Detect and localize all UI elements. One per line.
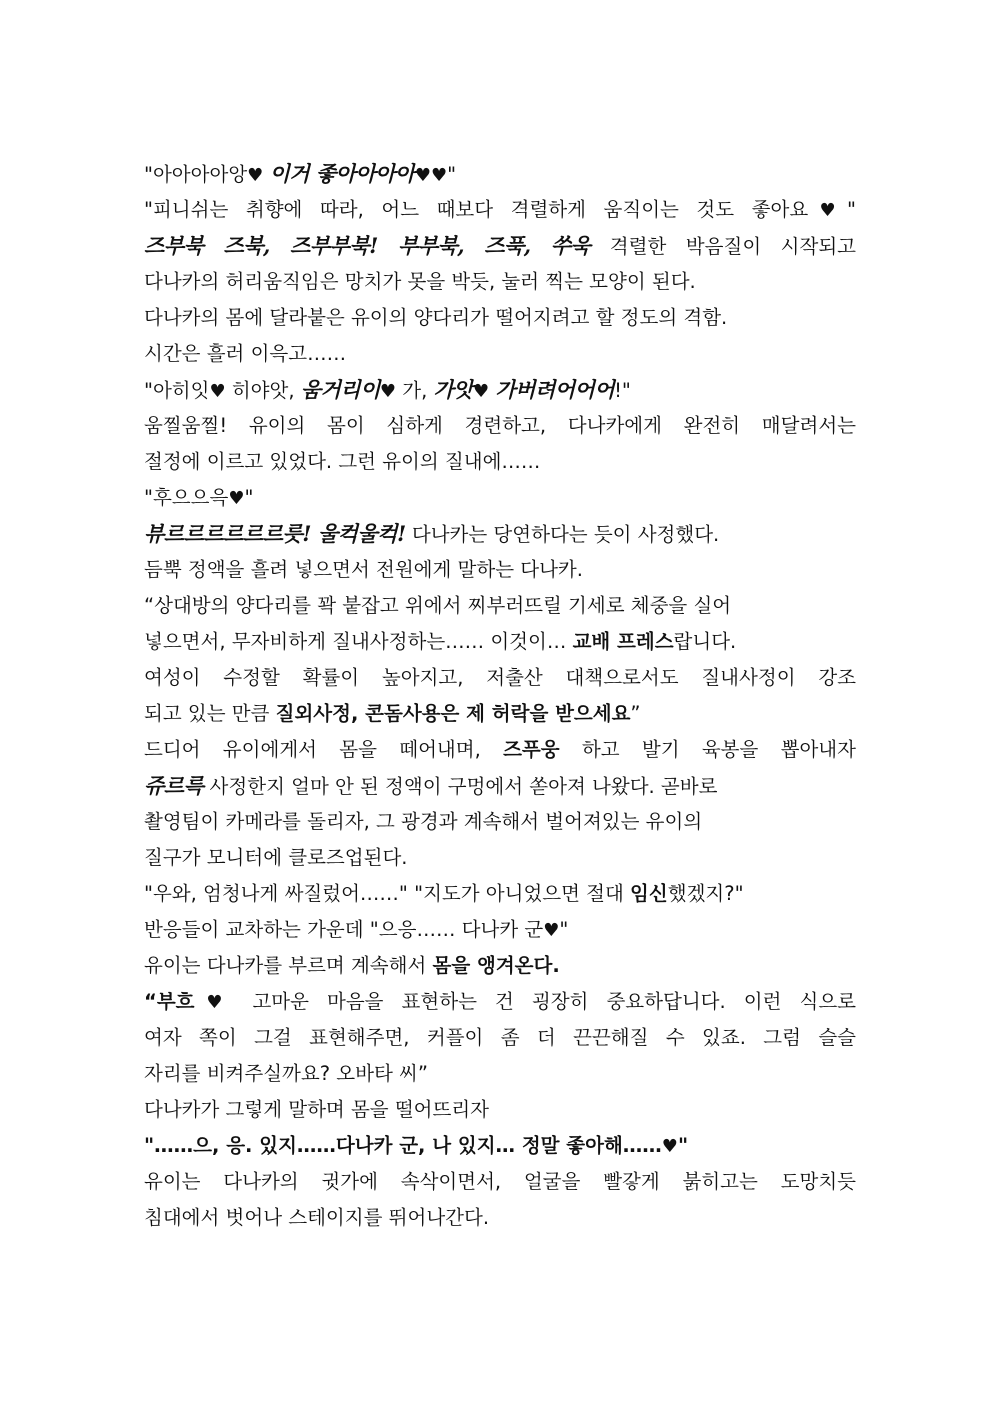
text-line — [144, 948, 856, 984]
text-span: 촬영팀이 카메라를 돌리자, 그 광경과 계속해서 벌어져있는 유이의 — [144, 810, 703, 833]
text-span: 듬뿍 정액을 흘려 넣으면서 전원에게 말하는 다나카. — [144, 558, 583, 581]
sound-effect-text: 쥬르륵 — [144, 773, 204, 798]
text-line — [144, 660, 856, 696]
text-span: 유이는 다나카의 귓가에 속삭이면서, 얼굴을 빨갛게 붉히고는 도망치듯 — [144, 1170, 856, 1193]
text-line — [144, 156, 856, 192]
emphasis-text: 몸을 앵겨온다. — [432, 954, 560, 977]
text-span: “상대방의 양다리를 꽉 붙잡고 위에서 찌부러뜨릴 기세로 체중을 실어 — [144, 594, 732, 617]
text-span: 드디어 유이에게서 몸을 떼어내며, — [144, 738, 504, 761]
text-line — [144, 408, 856, 444]
text-span: 유이는 다나카를 부르며 계속해서 — [144, 954, 433, 977]
text-line — [144, 372, 856, 408]
text-span: "후으으윽 — [144, 486, 229, 509]
text-line — [144, 840, 856, 876]
text-line — [144, 1200, 856, 1236]
text-line — [144, 1128, 856, 1164]
text-span: 여성이 수정할 확률이 높아지고, 저출산 대책으로서도 질내사정이 강조 — [144, 666, 856, 689]
text-span: ” — [630, 702, 641, 725]
heart-icon: ♥ — [247, 165, 264, 186]
text-line — [144, 804, 856, 840]
text-line — [144, 696, 856, 732]
text-line — [144, 984, 856, 1020]
emphasis-text: " — [677, 1134, 689, 1157]
text-line — [144, 876, 856, 912]
text-span: 랍니다. — [673, 630, 737, 653]
text-span: 질구가 모니터에 클로즈업된다. — [144, 846, 408, 869]
text-span: 움찔움찔! 유이의 몸이 심하게 경련하고, 다나카에게 완전히 매달려서는 — [144, 414, 856, 437]
text-line — [144, 552, 856, 588]
text-line — [144, 1092, 856, 1128]
emphasis-text: 질외사정, 콘돔사용은 제 허락을 받으세요 — [275, 702, 631, 725]
text-span: 다나카의 몸에 달라붙은 유이의 양다리가 떨어지려고 할 정도의 격함. — [144, 306, 728, 329]
heart-icon: ♥ — [808, 200, 848, 221]
heart-icon: ♥ — [379, 381, 397, 402]
text-line — [144, 516, 856, 552]
text-line — [144, 336, 856, 372]
text-span: 하고 발기 육봉을 뽑아내자 — [559, 738, 856, 761]
text-span: 히야앗, — [225, 379, 301, 402]
text-span: 시간은 흘러 이윽고…… — [144, 342, 347, 365]
text-span: 자리를 비켜주실까요? 오바타 씨” — [144, 1062, 428, 1085]
text-line — [144, 480, 856, 516]
heart-icon: ♥ — [543, 920, 560, 941]
text-span: 격렬한 박음질이 시작되고 — [590, 235, 857, 258]
text-line — [144, 444, 856, 480]
text-span: 사정한지 얼마 안 된 정액이 구멍에서 쏟아져 나왔다. 곧바로 — [203, 775, 718, 798]
text-line — [144, 1020, 856, 1056]
text-span: " — [847, 198, 856, 221]
heart-icon: ♥ — [209, 381, 226, 402]
text-span: 절정에 이르고 있었다. 그런 유이의 질내에…… — [144, 450, 541, 473]
sound-effect-text: 움거리이 — [300, 377, 380, 402]
text-span: 침대에서 벗어나 스테이지를 뛰어나간다. — [144, 1206, 490, 1229]
text-line — [144, 1164, 856, 1200]
text-line — [144, 912, 856, 948]
text-line — [144, 768, 856, 804]
text-line — [144, 228, 856, 264]
emphasis-text: “부흐 — [144, 990, 195, 1013]
sound-effect-text: 가앗 — [433, 377, 474, 402]
text-span: " — [447, 163, 457, 186]
text-span: 다나카가 그렇게 말하며 몸을 떨어뜨리자 — [144, 1098, 490, 1121]
text-span: "아히잇 — [144, 379, 210, 402]
text-line — [144, 264, 856, 300]
text-span: "피니쉬는 취향에 따라, 어느 때보다 격렬하게 움직이는 것도 좋아요 — [144, 198, 809, 221]
sound-effect-text: 이거 좋아아아아 — [269, 161, 415, 186]
sound-effect-text: 뷰르르르르르르릇! 울컥울컥! — [144, 521, 406, 546]
text-span: "아아아아앙 — [144, 163, 248, 186]
sound-effect-text: 가버려어어어 — [495, 377, 615, 402]
heart-icon: ♥ — [473, 381, 490, 402]
text-span: 다나카의 허리움직임은 망치가 못을 박듯, 눌러 찍는 모양이 된다. — [144, 270, 696, 293]
emphasis-text: 즈푸웅 — [503, 738, 560, 761]
emphasis-text: 임신 — [630, 882, 668, 905]
heart-icon: ♥ — [661, 1136, 678, 1157]
text-span: 되고 있는 만큼 — [144, 702, 276, 725]
text-span: 넣으면서, 무자비하게 질내사정하는…… 이것이… — [144, 630, 573, 653]
text-span: 가, — [396, 379, 434, 402]
heart-icon: ♥♥ — [414, 165, 448, 186]
text-line — [144, 588, 856, 624]
text-line — [144, 732, 856, 768]
body-text — [144, 156, 856, 1236]
emphasis-text: 교배 프레스 — [572, 630, 674, 653]
text-span: " — [244, 486, 254, 509]
text-span: 반응들이 교차하는 가운데 "으응…… 다나카 군 — [144, 918, 544, 941]
text-span: 여자 쪽이 그걸 표현해주면, 커플이 좀 더 끈끈해질 수 있죠. 그럼 슬슬 — [144, 1026, 856, 1049]
text-span: 다나카는 당연하다는 듯이 사정했다. — [405, 523, 720, 546]
text-line — [144, 192, 856, 228]
text-span: 했겠지?" — [667, 882, 744, 905]
text-span: "우와, 엄청나게 싸질렀어……" "지도가 아니었으면 절대 — [144, 882, 631, 905]
emphasis-text: "……으, 응. 있지……다나카 군, 나 있지… 정말 좋아해…… — [144, 1134, 662, 1157]
text-line — [144, 300, 856, 336]
text-span: 고마운 마음을 표현하는 건 굉장히 중요하답니다. 이런 식으로 — [234, 990, 856, 1013]
text-line — [144, 624, 856, 660]
sound-effect-text: 즈부북 즈북, 즈부부북! 부부북, 즈푹, 쑤욱 — [144, 233, 591, 258]
heart-icon: ♥ — [194, 992, 235, 1013]
text-span: " — [559, 918, 569, 941]
text-line — [144, 1056, 856, 1092]
text-span: !" — [614, 379, 631, 402]
heart-icon: ♥ — [228, 488, 245, 509]
